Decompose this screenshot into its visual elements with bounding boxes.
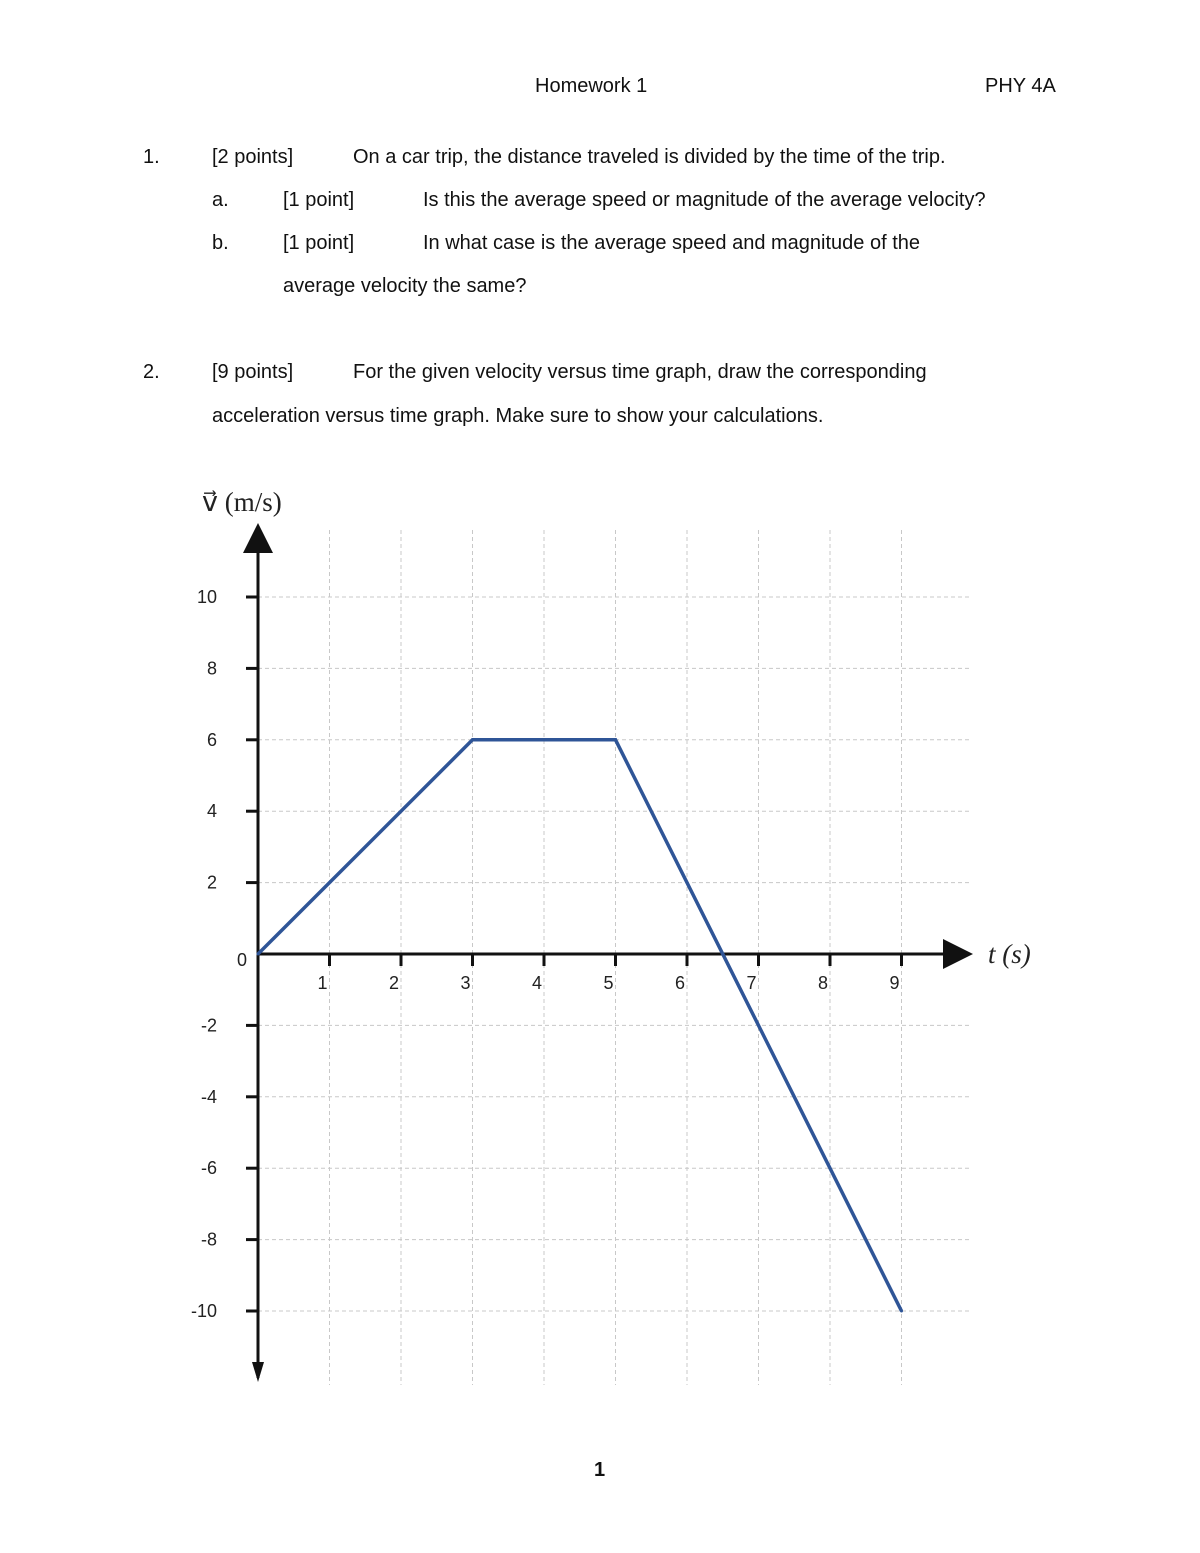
- q1-number: 1.: [143, 146, 160, 168]
- y-tick-label: 10: [196, 587, 217, 607]
- y-tick-label: -2: [200, 1015, 217, 1036]
- q1a-text: Is this the average speed or magnitude of the average velocity?: [423, 189, 986, 211]
- q2-number: 2.: [143, 361, 160, 383]
- data-point: [257, 953, 260, 956]
- q1-points: [2 points]: [212, 146, 294, 168]
- data-point: [471, 738, 474, 741]
- data-point: [614, 738, 617, 741]
- y-tick-label: 4: [206, 801, 217, 822]
- y-axis-down-arrow: [252, 1362, 264, 1382]
- data-point: [900, 1310, 903, 1313]
- q1b-text-continued: average velocity the same?: [283, 275, 527, 297]
- q1a-label: a.: [212, 189, 229, 211]
- x-tick-label: 9: [889, 973, 900, 993]
- y-tick-label: 2: [206, 872, 217, 893]
- q1b-points: [1 point]: [283, 232, 355, 254]
- y-tick-label: -6: [200, 1158, 217, 1179]
- x-tick-label: 3: [460, 973, 471, 993]
- chart-axes: [252, 538, 958, 1382]
- x-tick-label: 6: [674, 973, 686, 993]
- page-title: Homework 1: [535, 75, 648, 97]
- q2-text-continued: acceleration versus time graph. Make sure to show your calculations.: [212, 405, 824, 427]
- x-tick-label: 2: [388, 973, 400, 993]
- course-code: PHY 4A: [985, 75, 1056, 97]
- x-tick-label: 5: [603, 973, 614, 993]
- y-axis-title: v⃗ (m/s): [202, 487, 282, 517]
- y-tick-label: 6: [206, 729, 217, 750]
- x-tick-label: 4: [531, 973, 543, 993]
- q1a-points: [1 point]: [283, 189, 355, 211]
- y-tick-label: 8: [206, 658, 217, 679]
- q1b-label: b.: [212, 232, 229, 254]
- y-tick-label: -8: [200, 1229, 217, 1250]
- q1-text: On a car trip, the distance traveled is divided by the time of the trip.: [353, 146, 946, 168]
- x-tick-label: 8: [817, 973, 829, 993]
- x-tick-label: 1: [317, 973, 328, 993]
- x-tick-label: 7: [746, 973, 757, 993]
- y-tick-label: -10: [190, 1301, 217, 1321]
- x-axis-title: t (s): [988, 939, 1031, 969]
- y-tick-label: 0: [236, 950, 247, 970]
- q2-points: [9 points]: [212, 361, 294, 383]
- q2-text: For the given velocity versus time graph, draw the corresponding: [353, 361, 927, 383]
- y-tick-label: -4: [200, 1086, 217, 1107]
- q1b-text: In what case is the average speed and magnitude of the: [423, 232, 921, 254]
- page-number: 1: [594, 1459, 606, 1481]
